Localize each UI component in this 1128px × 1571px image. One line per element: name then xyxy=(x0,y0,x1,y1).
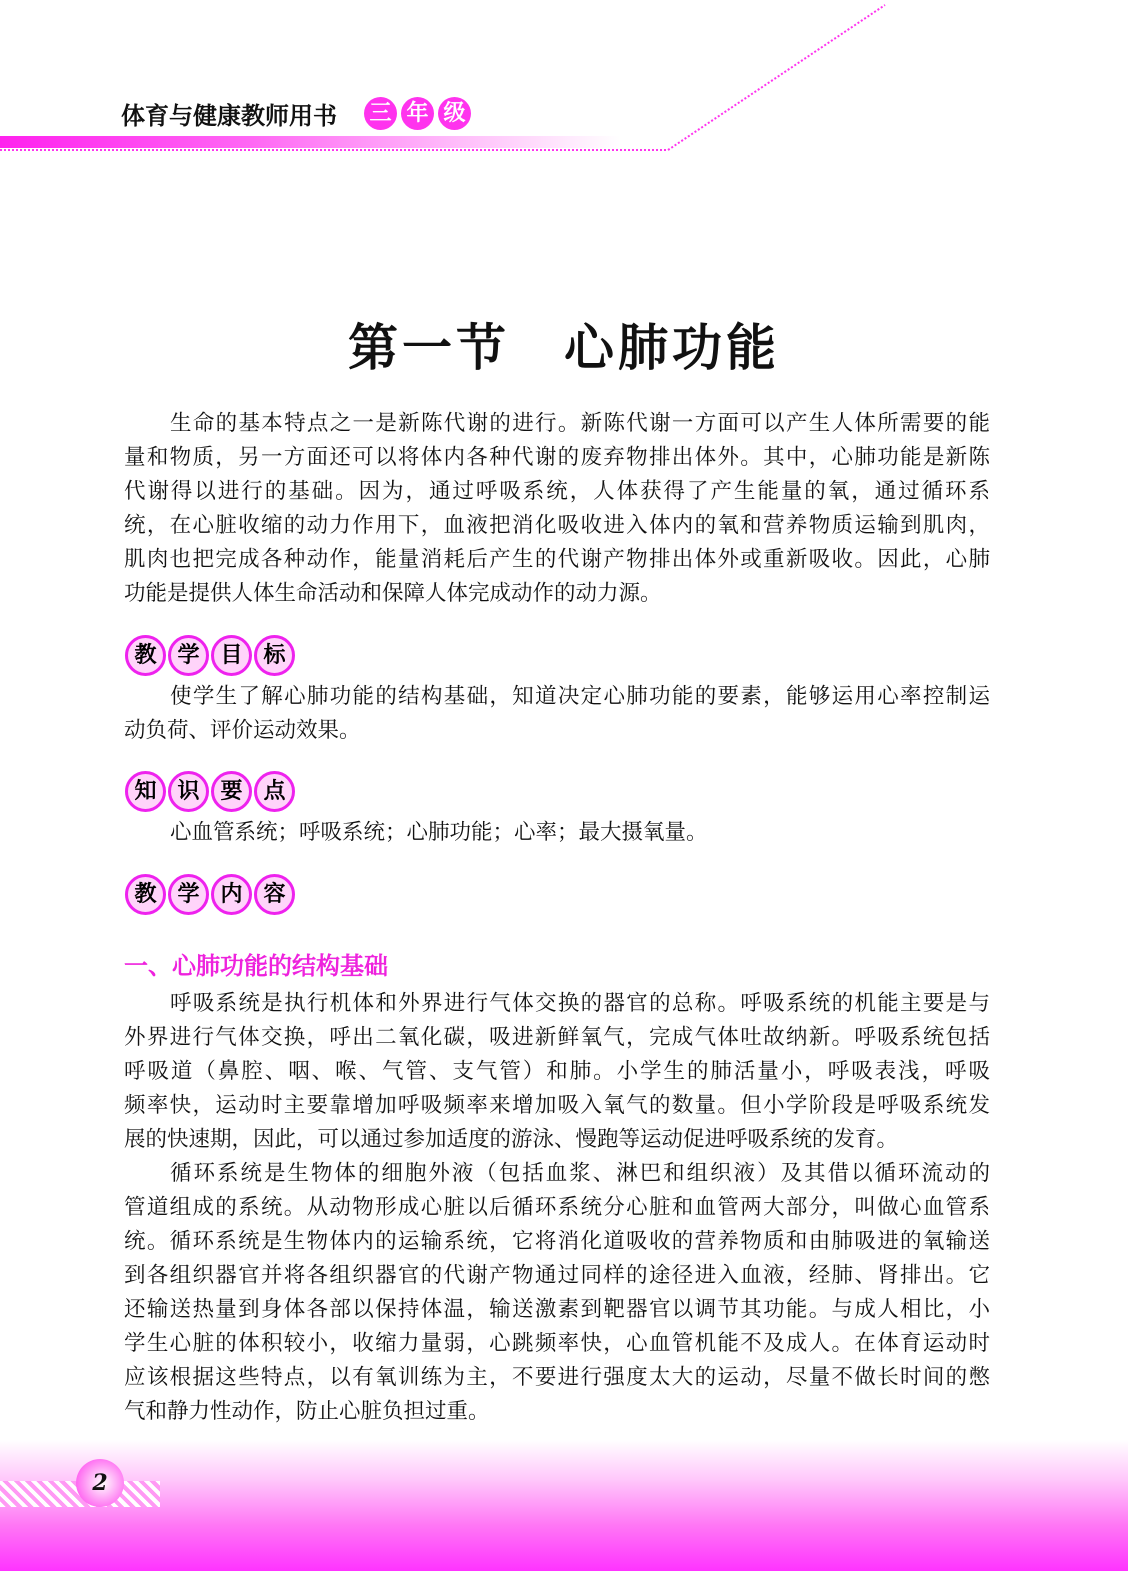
text-line: 统，在心脏收缩的动力作用下，血液把消化吸收进入体内的氧和营养物质运输到肌肉， xyxy=(124,513,990,538)
text-line: 心血管系统；呼吸系统；心肺功能；心率；最大摄氧量。 xyxy=(170,820,708,845)
section-title: 第一节 心肺功能 xyxy=(348,318,780,377)
grade-badge-char: 级 xyxy=(438,97,471,130)
badge-char: 目 xyxy=(211,635,252,676)
badge-char: 内 xyxy=(211,874,252,915)
badge-char: 学 xyxy=(168,874,209,915)
badge-char: 教 xyxy=(125,874,166,915)
text-line: 呼吸系统是执行机体和外界进行气体交换的器官的总称。呼吸系统的机能主要是与 xyxy=(170,991,990,1016)
subsection-heading: 一、心肺功能的结构基础 xyxy=(124,952,388,980)
badge-char: 标 xyxy=(254,635,295,676)
text-line: 功能是提供人体生命活动和保障人体完成动作的动力源。 xyxy=(124,581,662,606)
objectives-paragraph xyxy=(124,680,990,748)
page-number: 2 xyxy=(76,1459,124,1507)
grade-badge-char: 年 xyxy=(401,97,434,130)
text-line: 气和静力性动作，防止心脏负担过重。 xyxy=(124,1399,490,1424)
text-line: 应该根据这些特点，以有氧训练为主，不要进行强度太大的运动，尽量不做长时间的憋 xyxy=(124,1365,990,1390)
intro-paragraph xyxy=(124,407,990,611)
respiratory-paragraph xyxy=(124,987,990,1157)
footer-gradient xyxy=(0,1440,1128,1571)
text-line: 还输送热量到身体各部以保持体温，输送激素到靶器官以调节其功能。与成人相比，小 xyxy=(124,1297,990,1322)
text-line: 管道组成的系统。从动物形成心脏以后循环系统分心脏和血管两大部分，叫做心血管系 xyxy=(124,1195,990,1220)
badge-char: 要 xyxy=(211,771,252,812)
text-line: 呼吸道（鼻腔、咽、喉、气管、支气管）和肺。小学生的肺活量小，呼吸表浅，呼吸 xyxy=(124,1059,990,1084)
circulatory-paragraph xyxy=(124,1157,990,1429)
text-line: 展的快速期，因此，可以通过参加适度的游泳、慢跑等运动促进呼吸系统的发育。 xyxy=(124,1127,899,1152)
key-points-badge xyxy=(125,771,295,812)
text-line: 循环系统是生物体的细胞外液（包括血浆、淋巴和组织液）及其借以循环流动的 xyxy=(170,1161,990,1186)
badge-char: 识 xyxy=(168,771,209,812)
text-line: 外界进行气体交换，呼出二氧化碳，吸进新鲜氧气，完成气体吐故纳新。呼吸系统包括 xyxy=(124,1025,990,1050)
objectives-badge xyxy=(125,635,295,676)
badge-char: 知 xyxy=(125,771,166,812)
key-points-paragraph xyxy=(124,816,990,850)
badge-char: 学 xyxy=(168,635,209,676)
text-line: 频率快，运动时主要靠增加呼吸频率来增加吸入氧气的数量。但小学阶段是呼吸系统发 xyxy=(124,1093,990,1118)
text-line: 量和物质，另一方面还可以将体内各种代谢的废弃物排出体外。其中，心肺功能是新陈 xyxy=(124,445,990,470)
header-gradient-bar xyxy=(0,136,620,148)
badge-char: 点 xyxy=(254,771,295,812)
badge-char: 教 xyxy=(125,635,166,676)
text-line: 动负荷、评价运动效果。 xyxy=(124,718,361,743)
content-badge xyxy=(125,874,295,915)
book-title: 体育与健康教师用书 xyxy=(121,102,337,130)
grade-badge-char: 三 xyxy=(364,97,397,130)
text-line: 生命的基本特点之一是新陈代谢的进行。新陈代谢一方面可以产生人体所需要的能 xyxy=(170,411,990,436)
text-line: 使学生了解心肺功能的结构基础，知道决定心肺功能的要素，能够运用心率控制运 xyxy=(170,684,990,709)
text-line: 统。循环系统是生物体内的运输系统，它将消化道吸收的营养物质和由肺吸进的氧输送 xyxy=(124,1229,990,1254)
text-line: 肌肉也把完成各种动作，能量消耗后产生的代谢产物排出体外或重新吸收。因此，心肺 xyxy=(124,547,990,572)
text-line: 学生心脏的体积较小，收缩力量弱，心跳频率快，心血管机能不及成人。在体育运动时 xyxy=(124,1331,990,1356)
text-line: 代谢得以进行的基础。因为，通过呼吸系统，人体获得了产生能量的氧，通过循环系 xyxy=(124,479,990,504)
text-line: 到各组织器官并将各组织器官的代谢产物通过同样的途径进入血液，经肺、肾排出。它 xyxy=(124,1263,990,1288)
badge-char: 容 xyxy=(254,874,295,915)
